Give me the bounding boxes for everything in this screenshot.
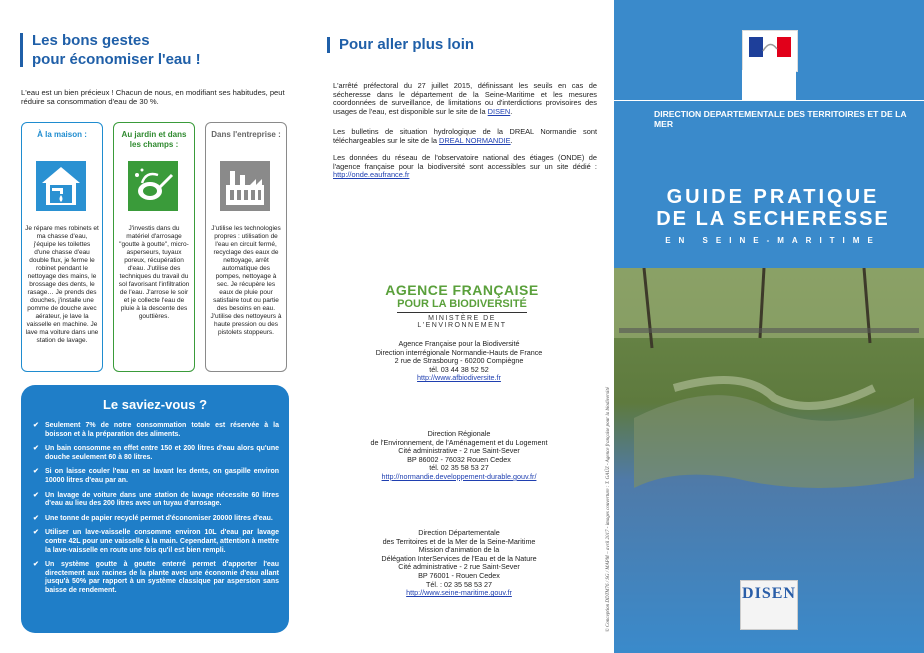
paragraph-bulletins: Les bulletins de situation hydrologique de la DREAL Normandie sont téléchargeables sur le site de la DREAL NORMANDIE. [333,127,597,145]
card-business-header: Dans l'entreprise : [211,130,281,139]
disen-logo: DISEN [740,580,798,630]
prefect-text-block [742,70,796,100]
check-icon: ✔ [33,561,39,569]
divider-line [614,100,924,101]
fact-item: ✔ Une tonne de papier recyclé permet d'économiser 20000 litres d'eau. [33,514,273,522]
title-text: Pour aller plus loin [339,36,475,53]
fact-item: ✔ Seulement 7% de notre consommation totale est réservée à la boisson et à la préparation des aliments. [33,422,279,438]
title-bar-decor [20,33,23,67]
check-icon: ✔ [33,514,39,522]
card-garden-text: J'investis dans du matériel d'arrosage "goutte à goutte", micro-asperseurs, tuyaux poreux, récupération d'eau. J'utilise des techniques du travail du sol favorisant l'infiltration de l'eau. J'arrose le soir et je collecte l'eau de pluie à la descente des gouttières. [118,225,190,320]
afb-logo: AGENCE FRANÇAISE POUR LA BIODIVERSITÉ MINISTÈRE DE L'ENVIRONNEMENT [385,282,539,329]
watering-can-icon [128,161,178,211]
fact-item: ✔ Un lavage de voiture dans une station de lavage nécessite 60 litres d'eau au lieu des 200 litres avec un tuyau d'arrosage. [33,491,279,508]
did-you-know-box [21,385,289,633]
link-seine-maritime[interactable]: http://www.seine-maritime.gouv.fr [406,588,512,598]
fact-item: ✔ Si on laisse couler l'eau en se lavant les dents, on gaspille environ 10000 litres d'eau par an. [33,468,279,484]
fact-item: ✔ Utiliser un lave-vaisselle consomme environ 10L d'eau par lavage contre 42L pour une vaisselle à la main. Cependant, attention à mettre la lave-vaisselle en route une fois qu'il est bien rempli. [33,529,279,554]
link-onde[interactable]: http://onde.eaufrance.fr [333,170,410,180]
cover-panel [614,0,924,653]
intro-text: L'eau est un bien précieux ! Chacun de nous, en modifiant ses habitudes, peut réduire sa consommation d'eau de 30 %. [21,88,285,106]
address-ddtm: Direction Départementale des Territoires et de la Mer de la Seine-Maritime Mission d'animation de la Délégation InterServices de l'Eau et de la Nature Cité administrative - 2 rue Saint-Sever BP 76001 - Rouen Cedex Tél. : 02 35 58 53 27 http://www.seine-maritime.gouv.fr [327,529,591,598]
guide-title-line-2: DE LA SECHERESSE [656,208,890,230]
fact-item: ✔ Un bain consomme en effet entre 150 et 200 litres d'eau alors qu'une douche seulement 60 à 80 litres. [33,445,279,461]
title-bar-decor [327,37,330,53]
ddtm-title: DIRECTION DEPARTEMENTALE DES TERRITOIRES ET DE LA MER [654,109,907,129]
check-icon: ✔ [33,491,39,499]
marianne-flag-icon [743,31,797,71]
card-home-header: À la maison : [37,130,87,139]
panel-bons-gestes [0,0,307,653]
card-home-text: Je répare mes robinets et ma chasse d'eau, j'équipe les toilettes d'une chasse d'eau double flux, je ferme le robinet pendant le nettoyage des mains, le brossage des dents, le rasage… Je prends des douches, j'installe une pomme de douche avec aérateur, je lave la vaisselle en machine. Je lave ma voiture dans une station de lavage. [25,225,99,344]
check-icon: ✔ [33,529,39,537]
vertical-credit: © Conception DDTM76 / SG / MAPM – avril 2017 - images couverture : T. GAÜZ - Agence française pour la biodiversité [606,386,611,632]
title-line-2: pour économiser l'eau ! [32,51,201,68]
paragraph-onde: Les données du réseau de l'observatoire national des étiages (ONDE) de l'agence française pour la biodiversité sont accessibles sur un site dédié : http://onde.eaufrance.fr [333,153,597,180]
card-garden [113,122,195,372]
check-icon: ✔ [33,422,39,429]
link-dreal[interactable]: DREAL NORMANDIE [439,135,511,145]
prefect-marianne-logo [742,30,798,72]
guide-title-line-3: EN SEINE-MARITIME [665,236,881,245]
card-garden-header: Au jardin et dans les champs : [121,130,187,149]
card-home [21,122,103,372]
panel-aller-plus-loin [307,0,614,653]
card-business-text: J'utilise les technologies propres : utilisation de l'eau en circuit fermé, recyclage des eaux de nettoyage, arrêt automatique des pompes, nettoyage à sec. Je récupère les eaux de pluie pour satisfaire tout ou partie des besoins en eau. J'utilise des nettoyeurs à haute pression ou des pistolets stoppeurs. [210,225,282,336]
check-icon: ✔ [33,445,39,453]
paragraph-arrete: L'arrêté préfectoral du 27 juillet 2015, définissant les seuils en cas de sécheresse dans le département de la Seine-Maritime et les mesures coordonnées de surveillance, de limitations ou d'interdictions provisoires des usages de l'eau, est disponible sur le site de la DISEN. [333,81,597,117]
section-title-bons-gestes [32,31,201,69]
fact-item: ✔ Un système goutte à goutte enterré permet d'apporter l'eau directement aux racines de la plante avec une économie d'eau allant jusqu'à 50% par rapport à un système classique par aspersion sans baisse de rendement. [33,561,279,594]
guide-title-line-1: GUIDE PRATIQUE [666,186,880,208]
did-you-know-title: Le saviez-vous ? [102,397,208,412]
card-business [205,122,287,372]
link-afb[interactable]: http://www.afbiodiversite.fr [417,373,501,383]
address-dreal: Direction Régionale de l'Environnement, de l'Aménagement et du Logement Cité administrative - 2 rue Saint-Sever BP 86002 - 76032 Rouen Cedex tél. 02 35 58 53 27 http://normandie.developpement-durable.gouv.fr/ [327,430,591,482]
factory-icon [220,161,270,211]
house-water-tap-icon [36,161,86,211]
link-disen[interactable]: DISEN [487,107,511,117]
title-line-1: Les bons gestes [32,32,150,49]
section-title-plus-loin [339,35,474,54]
check-icon: ✔ [33,468,39,476]
link-dreal-site[interactable]: http://normandie.developpement-durable.gouv.fr/ [381,471,537,481]
facts-list [21,422,289,596]
address-afb: Agence Française pour la Biodiversité Direction interrégionale Normandie-Hauts de France 2 rue de Strasbourg - 60200 Compiègne tél. 03 44 38 52 52 http://www.afbiodiversite.fr [327,340,591,383]
